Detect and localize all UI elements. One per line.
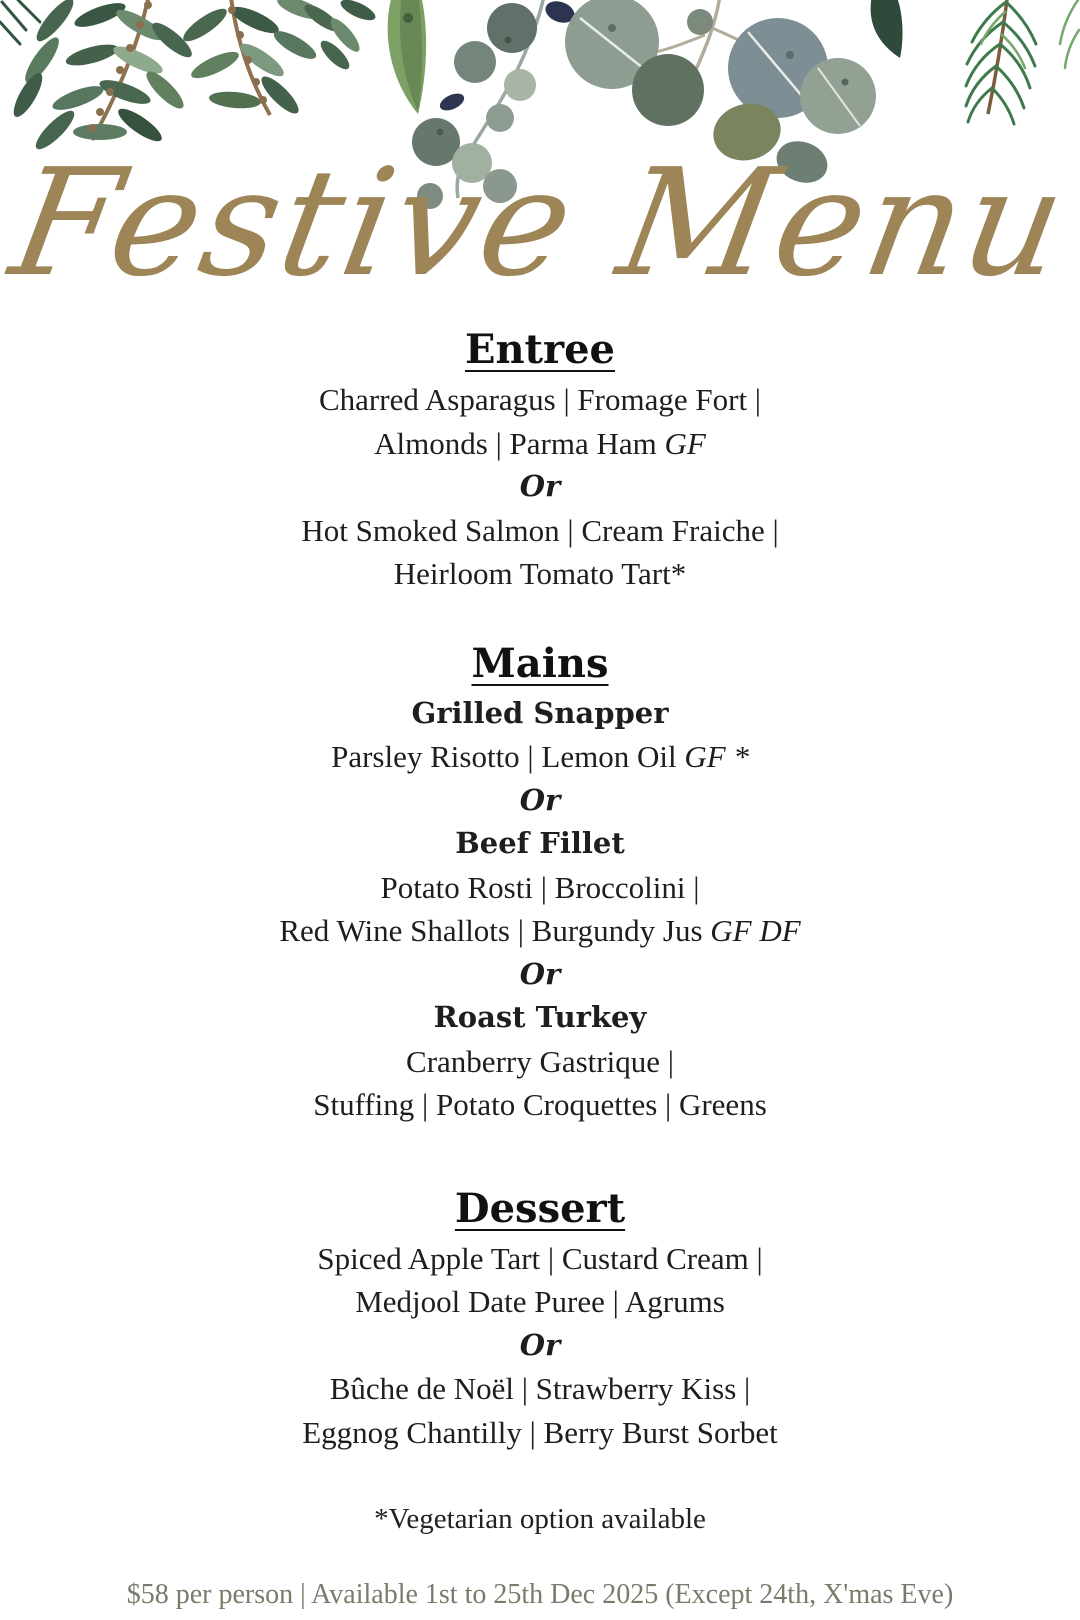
dish-name: Roast Turkey <box>433 1000 647 1034</box>
or-divider: Or <box>519 469 561 503</box>
menu-line-text: Almonds | Parma Ham <box>374 425 665 461</box>
menu-line <box>0 909 1080 953</box>
section-mains-heading: Mains <box>471 639 609 687</box>
menu-line: Medjool Date Puree | Agrums <box>355 1284 725 1319</box>
pine-sprig-right-art <box>871 0 1079 124</box>
vegetarian-footnote: *Vegetarian option available <box>374 1503 706 1535</box>
menu-line-text: Parsley Risotto | Lemon Oil <box>331 739 685 774</box>
menu-line: Hot Smoked Salmon | Cream Fraiche | <box>301 512 779 548</box>
dietary-tag: GF <box>664 425 706 461</box>
menu-line: Potato Rosti | Broccolini | <box>380 869 700 905</box>
section-entree-heading: Entree <box>464 326 616 373</box>
section-dessert <box>0 1184 1080 1455</box>
section-dessert-heading: Dessert <box>454 1184 626 1232</box>
section-mains <box>0 639 1080 1127</box>
menu-body <box>0 328 1080 1612</box>
menu-line <box>0 422 1080 466</box>
menu-line: Heirloom Tomato Tart* <box>393 556 687 591</box>
menu-line: Stuffing | Potato Croquettes | Greens <box>313 1087 767 1122</box>
section-entree <box>0 328 1080 596</box>
or-divider: Or <box>519 956 561 991</box>
menu-line: Bûche de Noël | Strawberry Kiss | <box>329 1371 751 1406</box>
corner-needles-art <box>0 0 40 44</box>
dietary-tag: GF DF <box>710 913 801 948</box>
dish-name: Grilled Snapper <box>411 695 669 730</box>
menu-line: Cranberry Gastrique | <box>406 1043 674 1079</box>
price-availability-footer: $58 per person | Available 1st to 25th Dec 2025 (Except 24th, X'mas Eve) <box>126 1579 954 1610</box>
dish-name: Beef Fillet <box>455 826 625 860</box>
small-sprig-art <box>301 0 378 73</box>
or-divider: Or <box>519 782 561 817</box>
gum-leaf-art <box>388 0 427 114</box>
or-divider: Or <box>519 1327 561 1362</box>
dietary-tag: GF * <box>684 739 749 774</box>
menu-line: Spiced Apple Tart | Custard Cream | <box>317 1240 763 1276</box>
menu-line-text: Red Wine Shallots | Burgundy Jus <box>279 913 711 948</box>
menu-line <box>0 735 1080 779</box>
menu-line: Charred Asparagus | Fromage Fort | <box>318 382 762 417</box>
menu-title: Festive Menu <box>0 137 1080 309</box>
menu-line: Eggnog Chantilly | Berry Burst Sorbet <box>302 1414 778 1450</box>
